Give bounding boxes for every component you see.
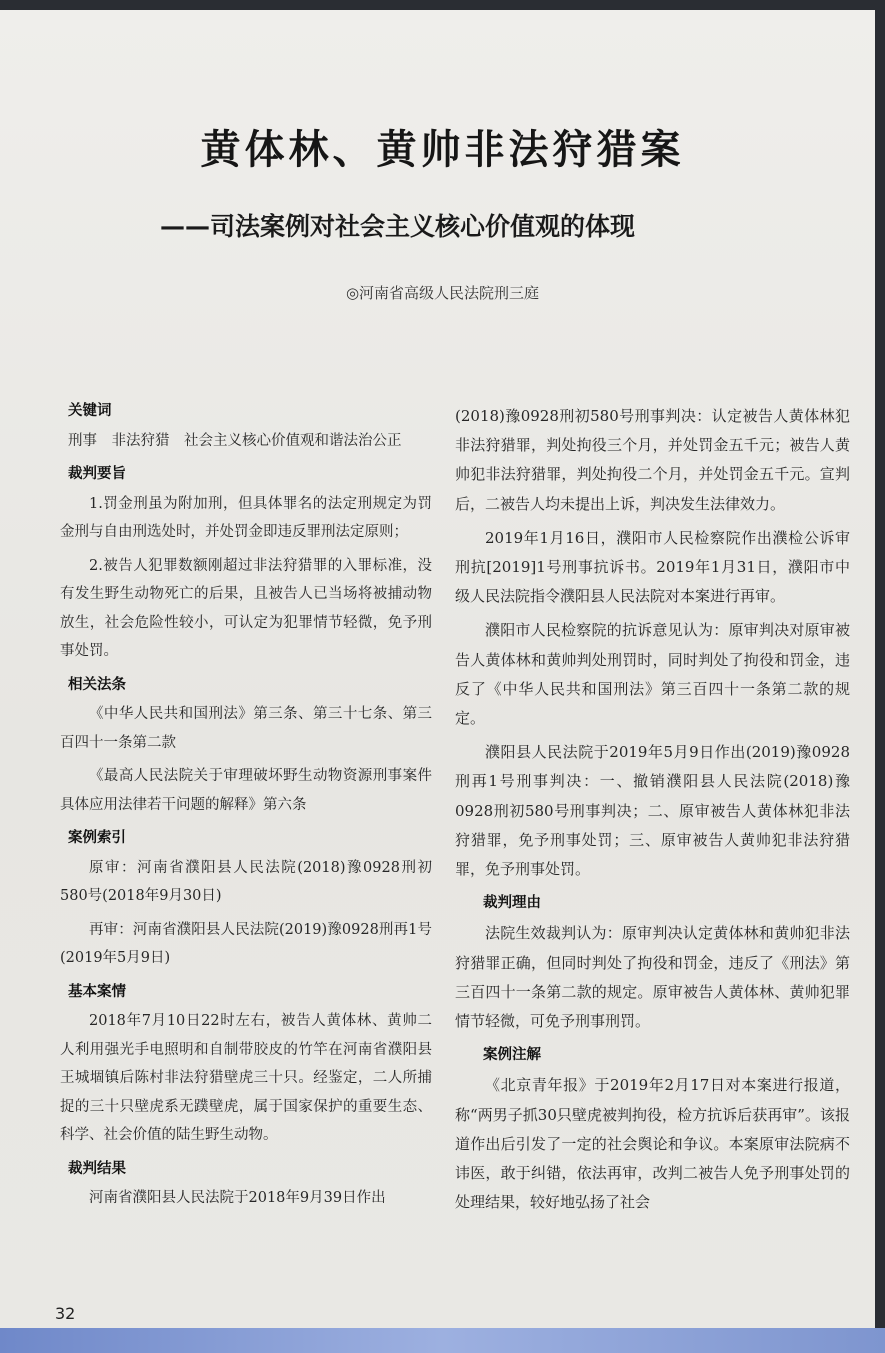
right-paragraph-2: 2019年1月16日，濮阳市人民检察院作出濮检公诉审刑抗[2019]1号刑事抗诉书。2019年1月31日，濮阳市中级人民法院指令濮阳县人民法院对本案进行再审。 — [455, 528, 850, 606]
right-paragraph-1: (2018)豫0928刑初580号刑事判决：认定被告人黄体林犯非法狩猎罪，判处拘役三个月，并处罚金五千元；被告人黄帅犯非法狩猎罪，判处拘役二个月，并处罚金五千元。宣判后，二被告人均未提出上诉，判决发生法律效力。 — [455, 407, 850, 513]
holding-heading: 裁判要旨 — [68, 466, 126, 482]
right-column — [455, 402, 850, 1222]
notes-heading: 案例注解 — [483, 1047, 541, 1064]
left-column — [60, 395, 432, 1218]
page-number: 32 — [55, 1304, 76, 1323]
keywords-heading: 关键词 — [68, 403, 112, 419]
right-paragraph-5: 法院生效裁判认为：原审判决认定黄体林和黄帅犯非法狩猎罪正确，但同时判处了拘役和罚金，违反了《刑法》第三百四十一条第二款的规定。原审被告人黄体林、黄帅犯罪情节轻微，可免予刑事刑罚。 — [455, 924, 850, 1031]
holding-paragraph-1: 1.罚金刑虽为附加刑，但具体罪名的法定刑规定为罚金刑与自由刑选处时，并处罚金即违反罪刑法定原则； — [60, 495, 432, 540]
law-heading: 相关法条 — [68, 676, 126, 693]
law-paragraph-2: 《最高人民法院关于审理破坏野生动物资源刑事案件具体应用法律若干问题的解释》第六条 — [60, 768, 432, 813]
article-author: ◎河南省高级人民法院刑三庭 — [345, 284, 540, 302]
article-subtitle: ——司法案例对社会主义核心价值观的体现 — [160, 212, 636, 241]
holding-paragraph-2: 2.被告人犯罪数额刚超过非法狩猎罪的入罪标准，没有发生野生动物死亡的后果，且被告人已当场将被捕动物放生，社会危险性较小，可认定为犯罪情节轻微，免予刑事处罚。 — [60, 557, 432, 659]
right-paragraph-3: 濮阳市人民检察院的抗诉意见认为：原审判决对原审被告人黄体林和黄帅判处刑罚时，同时判处了拘役和罚金，违反了《中华人民共和国刑法》第三百四十一条第二款的规定。 — [455, 621, 850, 728]
result-paragraph: 河南省濮阳县人民法院于2018年9月39日作出 — [89, 1190, 386, 1206]
facts-heading: 基本案情 — [68, 983, 126, 1000]
result-heading: 裁判结果 — [68, 1160, 126, 1177]
index-heading: 案例索引 — [68, 830, 126, 846]
right-paragraph-6: 《北京青年报》于2019年2月17日对本案进行报道，称“两男子抓30只壁虎被判拘役，检方抗诉后获再审”。该报道作出后引发了一定的社会舆论和争议。本案原审法院病不讳医，敢于纠错，依法再审，改判二被告人免予刑事处罚的处理结果，较好地弘扬了社会 — [455, 1076, 850, 1212]
facts-paragraph: 2018年7月10日22时左右，被告人黄体林、黄帅二人利用强光手电照明和自制带胶皮的竹竿在河南省濮阳县王城堌镇后陈村非法狩猎壁虎三十只。经鉴定，二人所捕捉的三十只壁虎系无蹼壁虎，属于国家保护的重要生态、科学、社会价值的陆生野生动物。 — [60, 1013, 432, 1143]
keywords-text: 刑事 非法狩猎 社会主义核心价值观和谐法治公正 — [68, 432, 402, 449]
article-title: 黄体林、黄帅非法狩猎案 — [200, 126, 685, 173]
document-page — [0, 10, 875, 1340]
index-paragraph-1: 原审：河南省濮阳县人民法院(2018)豫0928刑初580号(2018年9月30日) — [60, 859, 432, 904]
index-paragraph-2: 再审：河南省濮阳县人民法院(2019)豫0928刑再1号(2019年5月9日) — [60, 921, 432, 966]
right-paragraph-4: 濮阳县人民法院于2019年5月9日作出(2019)豫0928刑再1号刑事判决：一、撤销濮阳县人民法院(2018)豫0928刑初580号刑事判决；二、原审被告人黄体林犯非法狩猎罪，免予刑事处罚；三、原审被告人黄帅犯非法狩猎罪，免予刑事处罚。 — [455, 743, 850, 879]
bottom-background-band — [0, 1328, 885, 1353]
law-paragraph-1: 《中华人民共和国刑法》第三条、第三十七条、第三百四十一条第二款 — [60, 706, 432, 751]
reason-heading: 裁判理由 — [483, 895, 541, 912]
